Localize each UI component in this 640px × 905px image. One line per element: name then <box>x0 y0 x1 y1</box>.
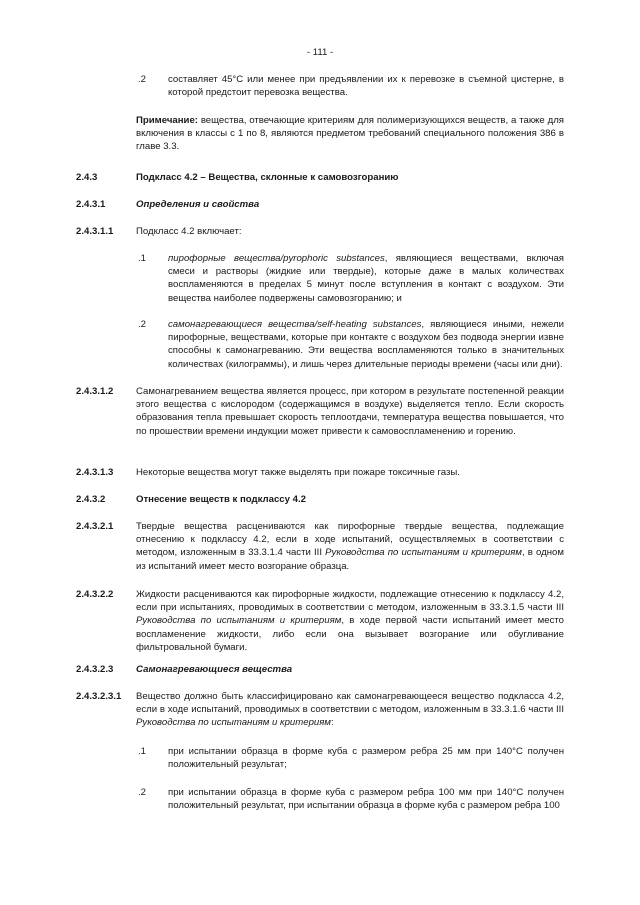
text-run: Жидкости расцениваются как пирофорные жидкости, подлежащие отнесению к подклассу 4.2, если при испытаниях, проводимых в соответствии с методом, изложенным в 33.3.1.5 части III <box>136 589 564 614</box>
text-run: , в ходе первой части испытаний имеет место воспламенение жидкости, либо если она вызывает возгорание или обугливание фильтровальной бумаги. <box>136 615 564 653</box>
section-number: 2.4.3.2.3.1 <box>76 691 122 702</box>
section-number: 2.4.3.2.2 <box>76 589 114 600</box>
list-item-label: .2 <box>138 319 147 330</box>
note-text: вещества, отвечающие критериям для полимеризующихся веществ, а также для включения в классы с 1 по 8, являются предметом требований специального положения 386 в главе 3.3. <box>136 115 564 153</box>
section-number: 2.4.3.1 <box>76 199 106 210</box>
text-run: : <box>330 717 334 729</box>
section-number: 2.4.3.1.1 <box>76 226 114 237</box>
paragraph-text: Самонагреванием вещества является процесс, при котором в результате постепенной реакции этого вещества с кислородом (содержащимся в воздухе) выделяется тепло. Если скорость образования тепла превышает скорость теплоотдачи, температура вещества повышается, что по прошествии времени индукции может привести к самовоспламенению и горению. <box>136 386 564 437</box>
paragraph-text: Подкласс 4.2 включает: <box>136 226 242 237</box>
page-number: - 111 - <box>306 47 334 58</box>
list-item-text <box>168 318 564 371</box>
list-item-label: .1 <box>138 253 147 264</box>
note-label: Примечание: <box>136 115 198 126</box>
document-reference: Руководства по испытаниям и критериям <box>136 615 342 627</box>
section-number: 2.4.3.2.3 <box>76 664 114 675</box>
document-reference: Руководства по испытаниям и критериям <box>136 717 331 729</box>
paragraph-text <box>136 520 564 573</box>
section-heading: Подкласс 4.2 – Вещества, склонные к самовозгоранию <box>136 172 399 183</box>
section-heading: Самонагревающиеся вещества <box>136 664 293 675</box>
text-run: Твердые вещества расцениваются как пирофорные твердые вещества, подлежащие отнесению к подклассу 4.2, если в ходе испытаний, осуществляемых в соответствии с методом, изложенным в 33.3.1.4 части III <box>136 521 564 559</box>
section-number: 2.4.3.2.1 <box>76 521 114 532</box>
list-item-text: при испытании образца в форме куба с размером ребра 25 мм при 140°C получен положительный результат; <box>168 746 564 771</box>
definition: , являющиеся иными, нежели пирофорные, веществами, которые при контакте с воздухом без подвода энергии извне способны к самонагреванию. Эти вещества воспламеняются только в значительных количествах (килограммы), и лишь через длительные периоды времени (часы или дни). <box>168 319 564 370</box>
list-item-label: .1 <box>138 746 147 757</box>
paragraph-text: Некоторые вещества могут также выделять при пожаре токсичные газы. <box>136 467 460 478</box>
document-reference: Руководства по испытаниям и критериям <box>325 547 522 559</box>
text-run: Вещество должно быть классифицировано как самонагревающееся вещество подкласса 4.2, если в ходе испытаний, проводимых в соответствии с методом, изложенным в 33.3.1.6 части III <box>136 691 564 716</box>
list-item-label: .2 <box>138 787 147 798</box>
paragraph-text <box>136 690 564 730</box>
section-heading: Отнесение веществ к подклассу 4.2 <box>136 494 306 505</box>
list-item-text: при испытании образца в форме куба с размером ребра 100 мм при 140°C получен положительный результат, при испытании образца в форме куба с размером ребра 100 <box>168 787 564 812</box>
paragraph-text <box>136 588 564 654</box>
list-item-label: .2 <box>138 74 147 85</box>
section-number: 2.4.3 <box>76 172 98 183</box>
section-number: 2.4.3.2 <box>76 494 106 505</box>
section-heading: Определения и свойства <box>136 199 260 210</box>
text-run: , в одном из испытаний имеет место возгорание образца. <box>136 547 564 572</box>
definition: , являющиеся веществами, включая смеси и растворы (жидкие или твердые), которые даже в малых количествах воспламеняются в пределах 5 минут после вступления в контакт с воздухом. Эти вещества наиболее подвержены самовозгоранию; и <box>168 253 564 304</box>
term: пирофорные вещества/pyrophoric substances <box>168 253 385 264</box>
note-paragraph <box>136 114 564 154</box>
term: самонагревающиеся вещества/self-heating substances <box>168 319 422 330</box>
section-number: 2.4.3.1.3 <box>76 467 114 478</box>
section-number: 2.4.3.1.2 <box>76 386 114 397</box>
list-item-text <box>168 252 564 305</box>
list-item-text: составляет 45°C или менее при предъявлении их к перевозке в съемной цистерне, в которой предстоит перевозка вещества. <box>168 74 564 99</box>
